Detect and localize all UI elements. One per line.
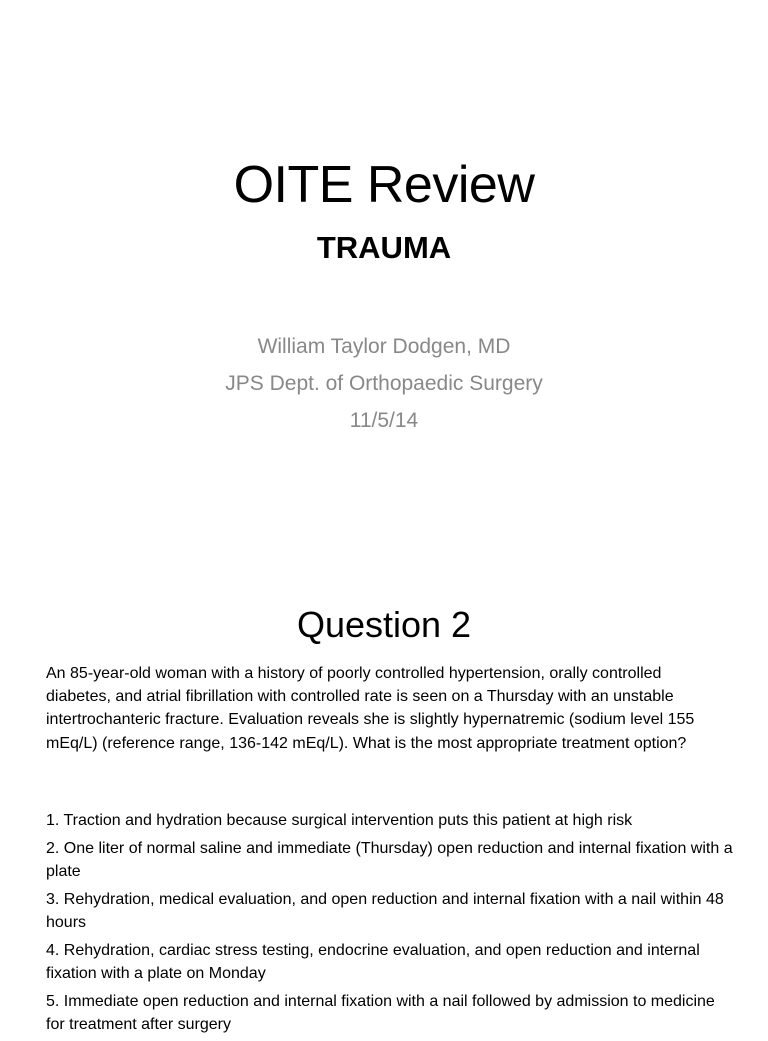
answer-option: 2. One liter of normal saline and immediate (Thursday) open reduction and internal fixation with a plate [46, 840, 733, 880]
department-name: JPS Dept. of Orthopaedic Surgery [225, 372, 543, 395]
answer-option: 1. Traction and hydration because surgical intervention puts this patient at high risk [46, 812, 633, 829]
author-name: William Taylor Dodgen, MD [257, 335, 511, 358]
presentation-title: OITE Review [233, 156, 535, 214]
question-slide [0, 576, 768, 1033]
question-stem: An 85-year-old woman with a history of poorly controlled hypertension, orally controlled diabetes, and atrial fibrillation with controlled rate is seen on a Thursday with an unstable intertrochanteric fracture. Evaluation reveals she is slightly hypernatremic (sodium level 155 mEq/L) (reference range, 136-142 mEq/L). What is the most appropriate treatment option? [46, 665, 695, 752]
presentation-subtitle: TRAUMA [316, 230, 452, 265]
answer-option: 3. Rehydration, medical evaluation, and open reduction and internal fixation with a nail within 48 hours [46, 891, 724, 931]
question-title: Question 2 [296, 604, 472, 645]
answer-options [46, 809, 736, 1041]
answer-option: 5. Immediate open reduction and internal fixation with a nail followed by admission to medicine for treatment after surgery [46, 993, 715, 1033]
presentation-date: 11/5/14 [349, 409, 419, 432]
answer-option: 4. Rehydration, cardiac stress testing, endocrine evaluation, and open reduction and internal fixation with a plate on Monday [46, 942, 700, 982]
